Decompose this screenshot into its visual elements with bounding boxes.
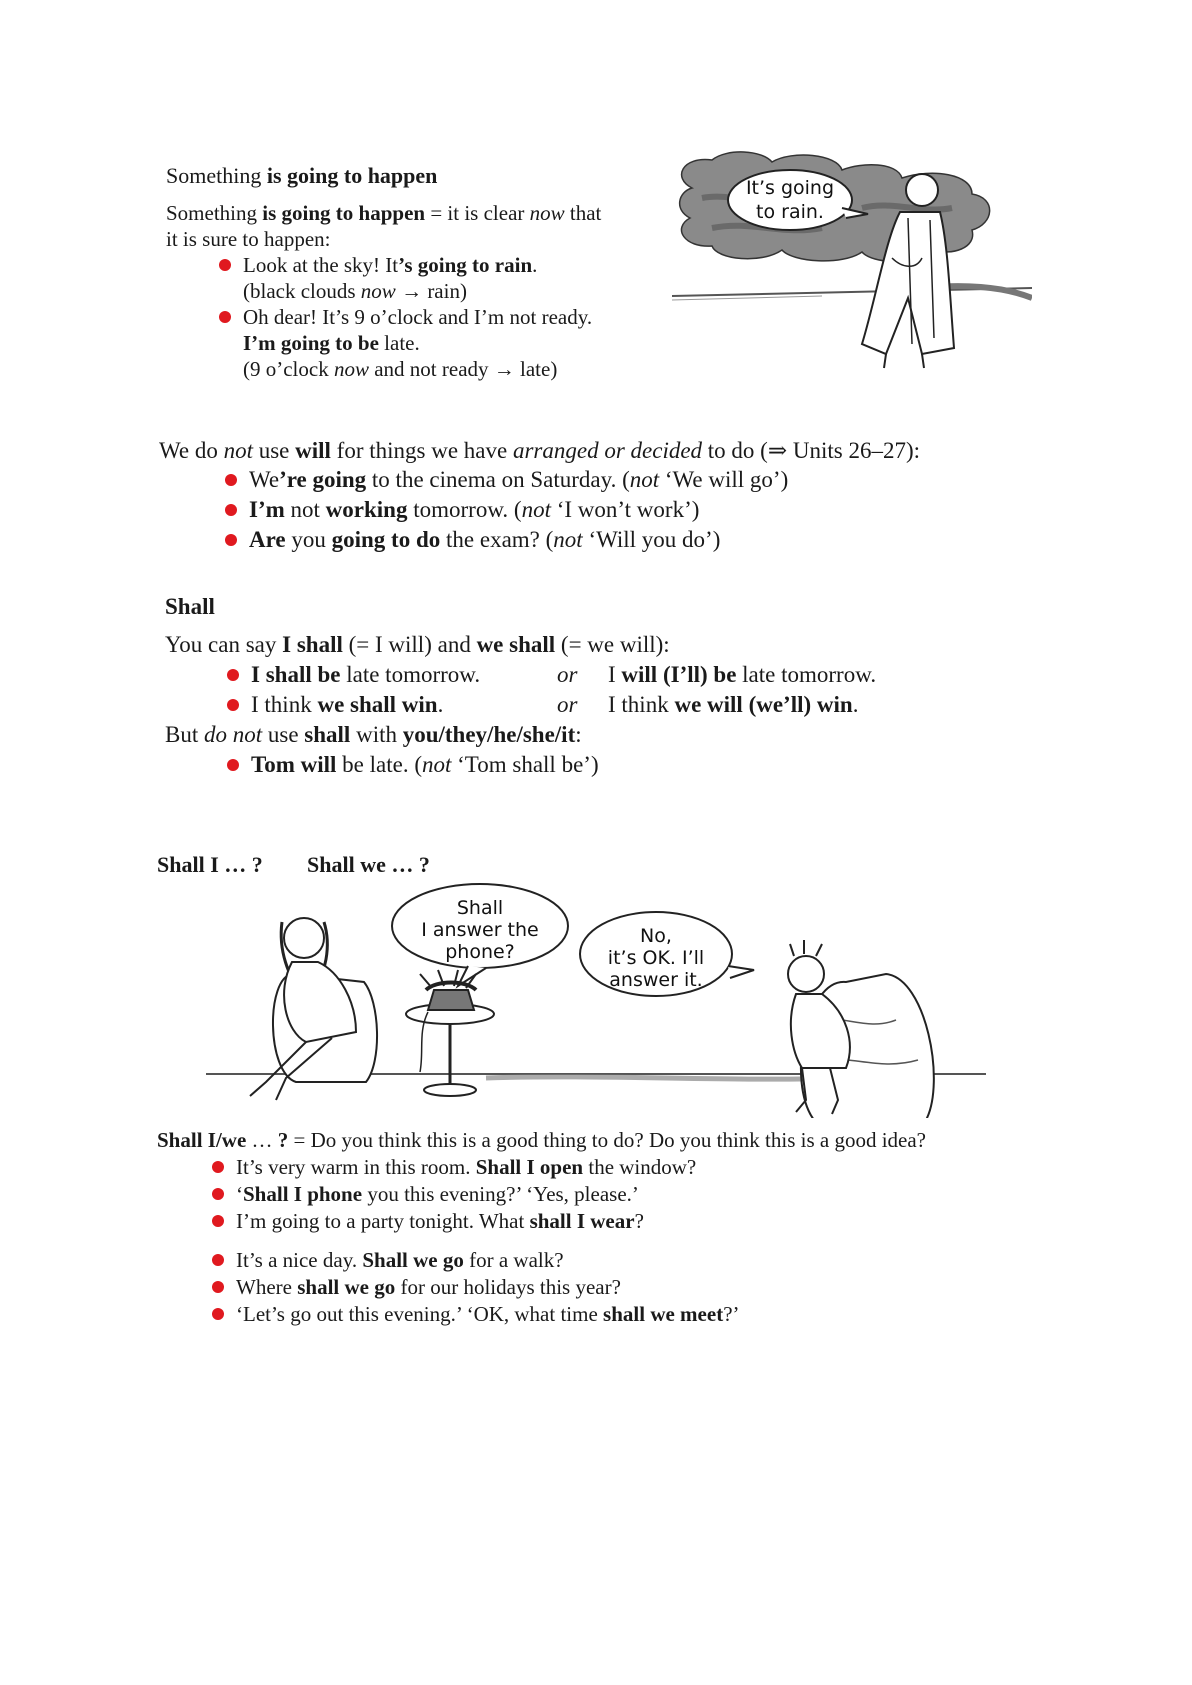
bold-text: (we’ll) xyxy=(748,692,812,717)
example-walk xyxy=(212,1248,564,1273)
italic-text: now xyxy=(529,201,565,225)
text: to do (⇒ Units 26–27): xyxy=(702,438,921,463)
text: It’s a nice day. xyxy=(236,1248,363,1272)
italic-text: do not xyxy=(203,722,263,747)
text: I think xyxy=(608,692,675,717)
text: you this evening?’ ‘Yes, please.’ xyxy=(362,1182,639,1206)
text: Where xyxy=(236,1275,298,1299)
text: ‘We will go’) xyxy=(659,467,789,492)
bubble-left-line-1: Shall xyxy=(456,897,504,919)
italic-text: not xyxy=(553,527,583,552)
text: We xyxy=(249,467,280,492)
bold-text: shall we go xyxy=(297,1275,396,1299)
text: … xyxy=(246,1128,278,1152)
bold-text: Shall I open xyxy=(475,1155,584,1179)
bullet-icon xyxy=(212,1215,224,1227)
example-will-be-late xyxy=(608,662,876,688)
example-going-to-rain xyxy=(219,253,537,278)
bold-text: we shall xyxy=(476,632,556,657)
text: (= we will): xyxy=(555,632,670,657)
text: (9 o’clock xyxy=(243,357,334,381)
bullet-icon xyxy=(212,1308,224,1320)
bullet-icon xyxy=(227,669,239,681)
example-note xyxy=(243,357,557,382)
bold-text: I’m going to be xyxy=(243,331,379,355)
bubble-left-line-2: I answer the xyxy=(421,919,539,941)
text: = Do you think this is a good thing to do? Do you think this is a good idea? xyxy=(288,1128,927,1152)
text: (= I will) and xyxy=(342,632,477,657)
text: It’s very warm in this room. xyxy=(236,1155,476,1179)
bullet-icon xyxy=(212,1161,224,1173)
text: ‘I won’t work’) xyxy=(550,497,700,522)
or-label xyxy=(557,692,577,718)
example-will-win xyxy=(608,692,858,718)
bullet-icon xyxy=(212,1188,224,1200)
bold-text: will xyxy=(295,438,331,463)
bullet-icon xyxy=(227,699,239,711)
bold-text: will xyxy=(621,662,658,687)
example-shall-be-late xyxy=(227,662,480,688)
text: Look at the sky! It xyxy=(243,253,399,277)
italic-text: now xyxy=(360,279,396,303)
text: I xyxy=(608,662,622,687)
italic-text: now xyxy=(333,357,369,381)
text: with xyxy=(350,722,403,747)
bold-text: shall xyxy=(304,722,351,747)
text: and not ready → late) xyxy=(368,357,558,381)
bubble-line-1: It’s going xyxy=(745,177,835,199)
example-phone xyxy=(212,1182,639,1207)
example-meet xyxy=(212,1302,740,1327)
bold-text: (I’ll) xyxy=(662,662,708,687)
italic-text: not xyxy=(629,467,660,492)
man-head xyxy=(906,174,938,206)
bold-text: is going to happen xyxy=(262,201,426,225)
bold-text: Are xyxy=(249,527,286,552)
text: the window? xyxy=(583,1155,697,1179)
example-note xyxy=(243,279,467,304)
text: late tomorrow. xyxy=(340,662,481,687)
phone-scene-illustration xyxy=(206,882,986,1118)
bubble-right-line-2: it’s OK. I’ll xyxy=(607,947,705,969)
bubble-right-line-3: answer it. xyxy=(609,969,703,991)
bullet-icon xyxy=(225,474,237,486)
heading-text: Something xyxy=(166,163,267,188)
section-c-but xyxy=(165,722,582,748)
text: ‘Will you do’) xyxy=(582,527,721,552)
bullet-icon xyxy=(225,504,237,516)
italic-text: arranged or decided xyxy=(512,438,703,463)
text: I think xyxy=(251,692,318,717)
section-a-intro-line2 xyxy=(166,227,330,252)
text: use xyxy=(252,438,296,463)
bold-text: Shall I/we xyxy=(157,1128,247,1152)
example-open-window xyxy=(212,1155,696,1180)
text: ‘Let’s go out this evening.’ ‘OK, what time xyxy=(236,1302,604,1326)
section-c-intro xyxy=(165,632,670,658)
text: . xyxy=(532,253,538,277)
italic-text: not xyxy=(422,752,452,777)
bullet-icon xyxy=(227,759,239,771)
text: = it is clear xyxy=(425,201,530,225)
bold-text: ’s going to rain xyxy=(398,253,533,277)
telephone-icon xyxy=(428,990,474,1010)
section-a-intro-line1 xyxy=(166,201,601,226)
text: ? xyxy=(634,1209,644,1233)
bold-text: Shall I phone xyxy=(243,1182,363,1206)
bold-text: working xyxy=(325,497,408,522)
bold-text: we shall win xyxy=(317,692,438,717)
example-not-ready xyxy=(219,305,592,330)
bold-text: I shall be xyxy=(251,662,341,687)
bullet-icon xyxy=(212,1254,224,1266)
example-wear xyxy=(212,1209,644,1234)
bold-text: ’re going xyxy=(279,467,367,492)
rain-cloud-illustration xyxy=(672,148,1032,370)
text: → rain) xyxy=(395,279,467,303)
italic-text: not xyxy=(521,497,551,522)
section-d-intro xyxy=(157,1128,926,1153)
section-d-heading-2: Shall we … ? xyxy=(307,852,430,877)
text: Something xyxy=(166,201,263,225)
bold-text: Shall we go xyxy=(362,1248,464,1272)
bold-text: ? xyxy=(277,1128,289,1152)
italic-text: not xyxy=(223,438,253,463)
text: tomorrow. ( xyxy=(407,497,522,522)
bold-text: Tom will xyxy=(251,752,337,777)
bullet-icon xyxy=(219,311,231,323)
text: not xyxy=(284,497,326,522)
text: ‘Tom shall be’) xyxy=(451,752,599,777)
italic-text: or xyxy=(557,662,578,687)
text: Oh dear! It’s 9 o’clock and I’m not ready. xyxy=(243,305,593,329)
example-continuation xyxy=(243,331,420,356)
text: to the cinema on Saturday. ( xyxy=(366,467,630,492)
text: : xyxy=(575,722,582,747)
section-b-intro xyxy=(159,438,920,464)
text: But xyxy=(165,722,204,747)
woman-head xyxy=(284,918,324,958)
man-head xyxy=(788,956,824,992)
bold-text: win xyxy=(816,692,853,717)
bold-text: shall we meet xyxy=(603,1302,724,1326)
or-label xyxy=(557,662,577,688)
example-tom-will xyxy=(227,752,599,778)
bold-text: be xyxy=(713,662,737,687)
section-c-heading: Shall xyxy=(165,594,215,619)
text: I’m going to a party tonight. What xyxy=(236,1209,530,1233)
section-d-heading-1: Shall I … ? xyxy=(157,852,263,877)
text: late tomorrow. xyxy=(736,662,877,687)
example-not-working xyxy=(225,497,699,523)
example-cinema xyxy=(225,467,788,493)
text: (black clouds xyxy=(243,279,361,303)
text: ‘ xyxy=(236,1182,243,1206)
text: . xyxy=(437,692,444,717)
text: be late. ( xyxy=(336,752,422,777)
text: . xyxy=(852,692,859,717)
text: it is sure to happen: xyxy=(166,227,331,251)
example-exam xyxy=(225,527,720,553)
bullet-icon xyxy=(225,534,237,546)
text: for things we have xyxy=(330,438,513,463)
text: that xyxy=(564,201,602,225)
text: We do xyxy=(159,438,224,463)
bullet-icon xyxy=(212,1281,224,1293)
bold-text: I shall xyxy=(282,632,343,657)
text: you xyxy=(285,527,332,552)
example-holidays xyxy=(212,1275,621,1300)
text: use xyxy=(262,722,305,747)
heading-bold: is going to happen xyxy=(266,163,438,188)
bold-text: shall I wear xyxy=(529,1209,635,1233)
text: for our holidays this year? xyxy=(395,1275,621,1299)
bubble-left-line-3: phone? xyxy=(445,941,515,963)
text: for a walk? xyxy=(463,1248,564,1272)
italic-text: or xyxy=(557,692,578,717)
bubble-right-line-1: No, xyxy=(640,925,672,947)
text: ?’ xyxy=(723,1302,740,1326)
example-shall-win xyxy=(227,692,443,718)
bold-text: we will xyxy=(674,692,743,717)
text: You can say xyxy=(165,632,283,657)
text: late. xyxy=(378,331,420,355)
bullet-icon xyxy=(219,259,231,271)
bold-text: I’m xyxy=(249,497,285,522)
text: the exam? ( xyxy=(440,527,554,552)
bold-text: you/they/he/she/it xyxy=(402,722,576,747)
bold-text: going to do xyxy=(331,527,441,552)
section-a-heading xyxy=(166,163,437,189)
bubble-line-2: to rain. xyxy=(756,201,824,223)
